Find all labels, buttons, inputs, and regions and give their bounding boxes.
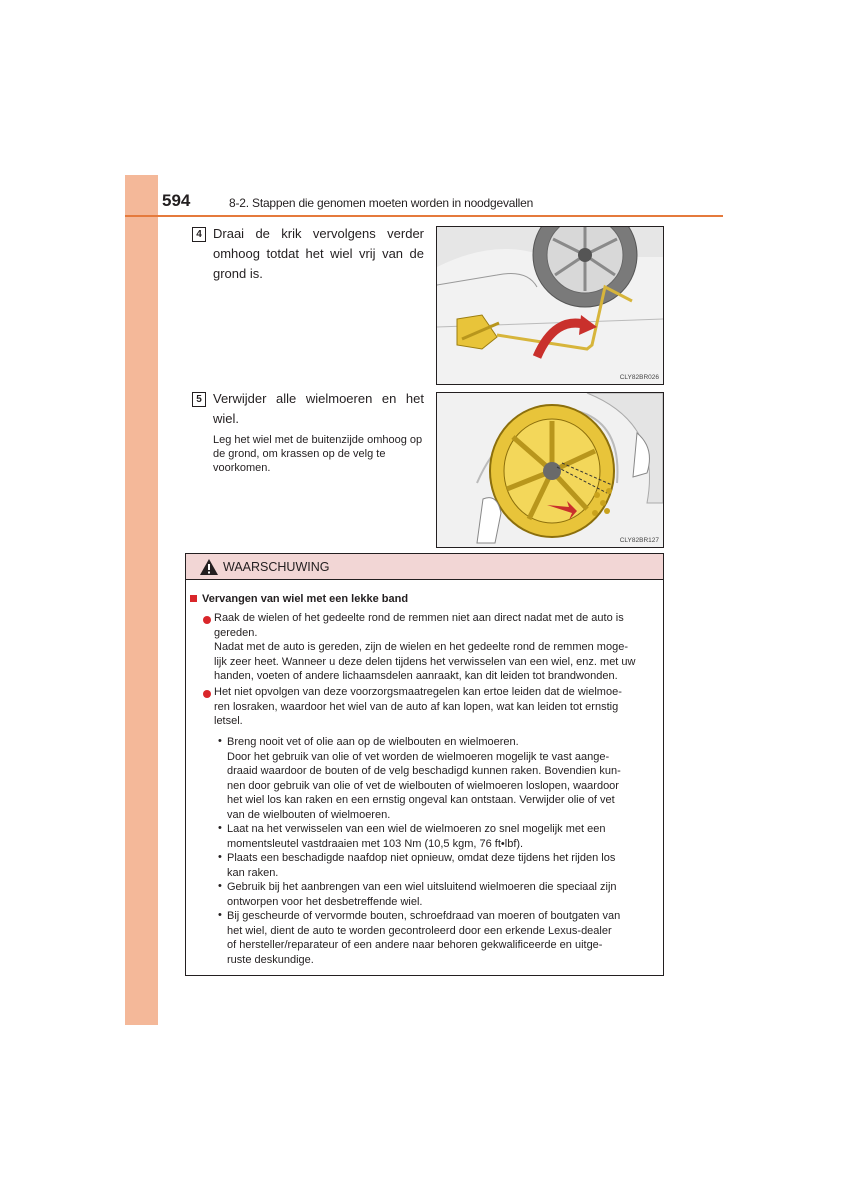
sub-item-2: Laat na het verwisselen van een wiel de wielmoeren zo snel mogelijk met een momentsleutel vastdraaien met 103 Nm (10,5 kgm, 76 ft•lbf).	[227, 823, 606, 850]
step-number-5: 5	[192, 392, 206, 407]
step-5-note: Leg het wiel met de buitenzijde omhoog op de grond, om krassen op de velg te voorkomen.	[213, 434, 423, 474]
warning-subheading: Vervangen van wiel met een lekke band	[190, 592, 408, 607]
warning-paragraph-2: Het niet opvolgen van deze voorzorgsmaatregelen kan ertoe leiden dat de wielmoe- ren losraken, waardoor het wiel van de auto af kan lopen, wat kan leiden tot ernstig letsel.	[214, 686, 622, 727]
jack-illustration	[437, 227, 663, 384]
warning-paragraph-1: Raak de wielen of het gedeelte rond de remmen niet aan direct nadat met de auto is gereden. Nadat met de auto is gereden, zijn de wielen en het gedeelte rond de remmen moge- lijk zeer heet. Wanneer u deze delen tijdens het verwisselen van een wiel, enz. met uw handen, voeten of andere lichaamsdelen aanraakt, kan dit leiden tot brandwonden.	[214, 612, 636, 682]
figure-wheel-removal	[436, 392, 664, 548]
step-5-text: Verwijder alle wielmoeren en het wiel.	[213, 391, 424, 426]
chapter-sidebar-tab	[125, 175, 158, 1025]
sub-item-4: Gebruik bij het aanbrengen van een wiel uitsluitend wielmoeren die speciaal zijn ontworpen voor het desbetreffende wiel.	[227, 881, 617, 908]
wheel-illustration	[437, 393, 663, 547]
warning-triangle-icon	[200, 559, 218, 575]
figure-code: CLY82BR026	[619, 374, 659, 381]
step-4-text: Draai de krik vervolgens verder omhoog totdat het wiel vrij van de grond is.	[213, 226, 424, 281]
sub-item-5: Bij gescheurde of vervormde bouten, schroefdraad van moeren of boutgaten van het wiel, dient de auto te worden gecontroleerd door een erkende Lexus-dealer of hersteller/reparateur of een andere naar behoren gekwalificeerde en uitge- ruste deskundige.	[227, 910, 621, 966]
figure-jack-raising	[436, 226, 664, 385]
warning-title: WAARSCHUWING	[223, 560, 330, 574]
sub-item-3: Plaats een beschadigde naafdop niet opnieuw, omdat deze tijdens het rijden los kan raken.	[227, 852, 616, 879]
sub-bullet: •	[218, 735, 222, 747]
sub-bullet: •	[218, 909, 222, 921]
warning-header	[186, 554, 663, 580]
sub-bullet: •	[218, 880, 222, 892]
sub-item-1: Breng nooit vet of olie aan op de wielbouten en wielmoeren. Door het gebruik van olie of vet worden de wielmoeren mogelijk te vast aange- draaid waardoor de bouten of de velg beschadigd kunnen raken. Bovendien kun- nen door gebruik van olie of vet de wielbouten of wielmoeren loslopen, waardoor het wiel los kan raken en een ernstig ongeval kan ontstaan. Verwijder olie of vet van de wielbouten of wielmoeren.	[227, 736, 621, 821]
warning-box	[185, 553, 664, 976]
sub-bullet: •	[218, 822, 222, 834]
red-dot-bullet-icon	[203, 690, 211, 698]
page-number: 594	[162, 191, 191, 210]
sub-bullet: •	[218, 851, 222, 863]
step-number-4: 4	[192, 227, 206, 242]
red-square-bullet-icon	[190, 595, 197, 602]
header-rule	[125, 215, 723, 217]
figure-code: CLY82BR127	[619, 537, 659, 544]
section-title: 8-2. Stappen die genomen moeten worden in noodgevallen	[229, 196, 534, 210]
red-dot-bullet-icon	[203, 616, 211, 624]
